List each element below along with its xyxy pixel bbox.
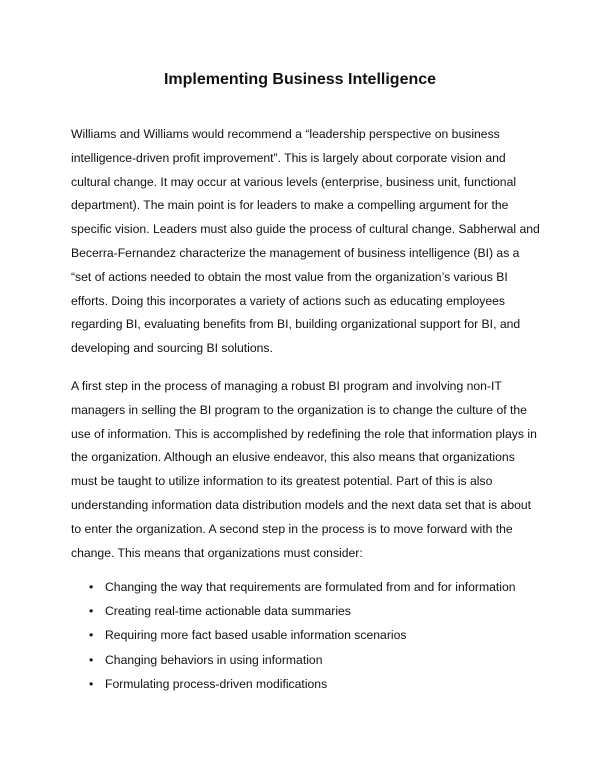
document-title: Implementing Business Intelligence xyxy=(163,71,437,88)
list-item xyxy=(71,648,541,672)
bullet-icon: • xyxy=(89,652,94,667)
list-item-text: Creating real-time actionable data summaries xyxy=(105,604,351,619)
list-item xyxy=(71,599,541,623)
list-item xyxy=(71,672,541,696)
list-item-text: Changing the way that requirements are formulated from and for information xyxy=(105,580,516,594)
bullet-icon: • xyxy=(89,676,94,691)
bullet-icon: • xyxy=(89,580,94,594)
list-item-text: Changing behaviors in using information xyxy=(105,652,323,667)
list-item-text: Requiring more fact based usable information scenarios xyxy=(105,628,407,643)
list-item xyxy=(71,623,541,647)
paragraph-2: A first step in the process of managing a robust BI program and involving non-IT managers in selling the BI program to the organization is to change the culture of the use of information. This is accomplished by redefining the role that information plays in the organization. Although an elusive endeavor, this also means that organizations must be taught to utilize information to its greatest potential. Part of this is also understanding information data distribution models and the next data set that is about to enter the organization. A second step in the process is to move forward with the change. This means that organizations must consider: xyxy=(71,379,537,560)
bullet-list xyxy=(71,575,541,696)
bullet-icon: • xyxy=(89,604,94,619)
paragraph-1: Williams and Williams would recommend a “leadership perspective on business intelligence-driven profit improvement”. This is largely about corporate vision and cultural change. It may occur at various levels (enterprise, business unit, functional department). The main point is for leaders to make a compelling argument for the specific vision. Leaders must also guide the process of cultural change. Sabherwal and Becerra-Fernandez characterize the management of business intelligence (BI) as a “set of actions needed to obtain the most value from the organization’s various BI efforts. Doing this incorporates a variety of actions such as educating employees regarding BI, evaluating benefits from BI, building organizational support for BI, and developing and sourcing BI solutions. xyxy=(71,127,540,356)
list-item-text: Formulating process-driven modifications xyxy=(105,676,328,691)
list-item xyxy=(71,575,541,599)
bullet-icon: • xyxy=(89,628,94,643)
